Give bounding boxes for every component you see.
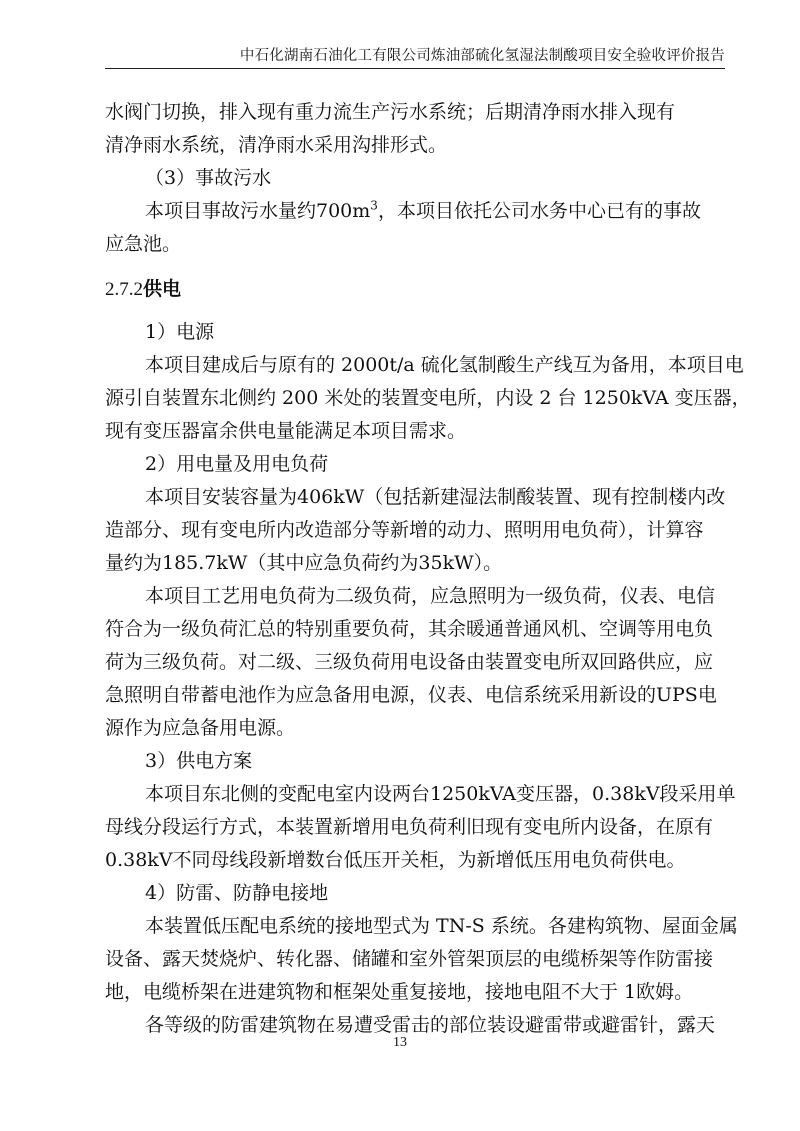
page-number: 13 [393, 1035, 407, 1050]
paragraph-line: 母线分段运行方式，本装置新增用电负荷利旧现有变电所内设备，在原有 [105, 816, 714, 838]
section-heading [105, 273, 727, 306]
paragraph-line: 本项目安装容量为406kW（包括新建湿法制酸装置、现有控制楼内改 [145, 486, 726, 508]
section-title: 供电 [143, 278, 182, 300]
paragraph-line: 符合为一级负荷汇总的特别重要负荷，其余暖通普通风机、空调等用电负 [105, 618, 714, 640]
paragraph-line: 造部分、现有变电所内改造部分等新增的动力、照明用电负荷），计算容 [105, 519, 704, 541]
paragraph-line: 量约为185.7kW（其中应急负荷约为35kW）。 [105, 552, 503, 574]
paragraph-line: 水阀门切换，排入现有重力流生产污水系统；后期清净雨水排入现有 [105, 101, 676, 123]
document-body [105, 96, 751, 1042]
paragraph-line: 各等级的防雷建筑物在易遭受雷击的部位装设避雷带或避雷针，露天 [145, 1014, 716, 1036]
paragraph-line: 本项目工艺用电负荷为二级负荷，应急照明为一级负荷，仪表、电信 [145, 585, 716, 607]
paragraph-line: 急照明自带蓄电池作为应急备用电源，仪表、电信系统采用新设的UPS电 [105, 684, 717, 706]
sewage-volume-text-rest: ，本项目依托公司水务中心已有的事故 [377, 200, 701, 222]
subheading-accident-sewage: （3）事故污水 [145, 167, 272, 189]
subheading-power-load: 2）用电量及用电负荷 [145, 453, 329, 475]
paragraph-line: 源作为应急备用电源。 [105, 717, 296, 739]
paragraph-line: 地，电缆桥架在进建筑物和框架处重复接地，接地电阻不大于 1欧姆。 [105, 981, 694, 1003]
paragraph-line: 清净雨水系统，清净雨水采用沟排形式。 [105, 134, 448, 156]
paragraph-line: 本项目建成后与原有的 2000t/a 硫化氢制酸生产线互为备用，本项目电 [145, 354, 744, 376]
paragraph-line: 0.38kV不同母线段新增数台低压开关柜，为新增低压用电负荷供电。 [105, 849, 686, 871]
paragraph-line: 应急池。 [105, 233, 182, 255]
paragraph-line: 源引自装置东北侧约 200 米处的装置变电所，内设 2 台 1250kVA 变压器， [105, 387, 751, 409]
subheading-power-source: 1）电源 [145, 321, 215, 343]
paragraph-line [105, 195, 727, 228]
paragraph-line: 设备、露天焚烧炉、转化器、储罐和室外管架顶层的电缆桥架等作防雷接 [105, 948, 714, 970]
paragraph-line: 荷为三级负荷。对二级、三级负荷用电设备由装置变电所双回路供应，应 [105, 651, 714, 673]
subheading-power-scheme: 3）供电方案 [145, 750, 253, 772]
paragraph-line: 本装置低压配电系统的接地型式为 TN-S 系统。各建构筑物、屋面金属 [145, 915, 738, 937]
paragraph-line: 现有变压器富余供电量能满足本项目需求。 [105, 420, 467, 442]
superscript: 3 [370, 198, 378, 213]
section-number: 2.7.2 [105, 279, 143, 300]
sewage-volume-text: 本项目事故污水量约700m [145, 200, 371, 222]
paragraph-line: 本项目东北侧的变配电室内设两台1250kVA变压器，0.38kV段采用单 [145, 783, 736, 805]
page-header [105, 42, 725, 69]
subheading-lightning-protection: 4）防雷、防静电接地 [145, 882, 329, 904]
header-title: 中石化湖南石油化工有限公司炼油部硫化氢湿法制酸项目安全验收评价报告 [239, 48, 725, 64]
